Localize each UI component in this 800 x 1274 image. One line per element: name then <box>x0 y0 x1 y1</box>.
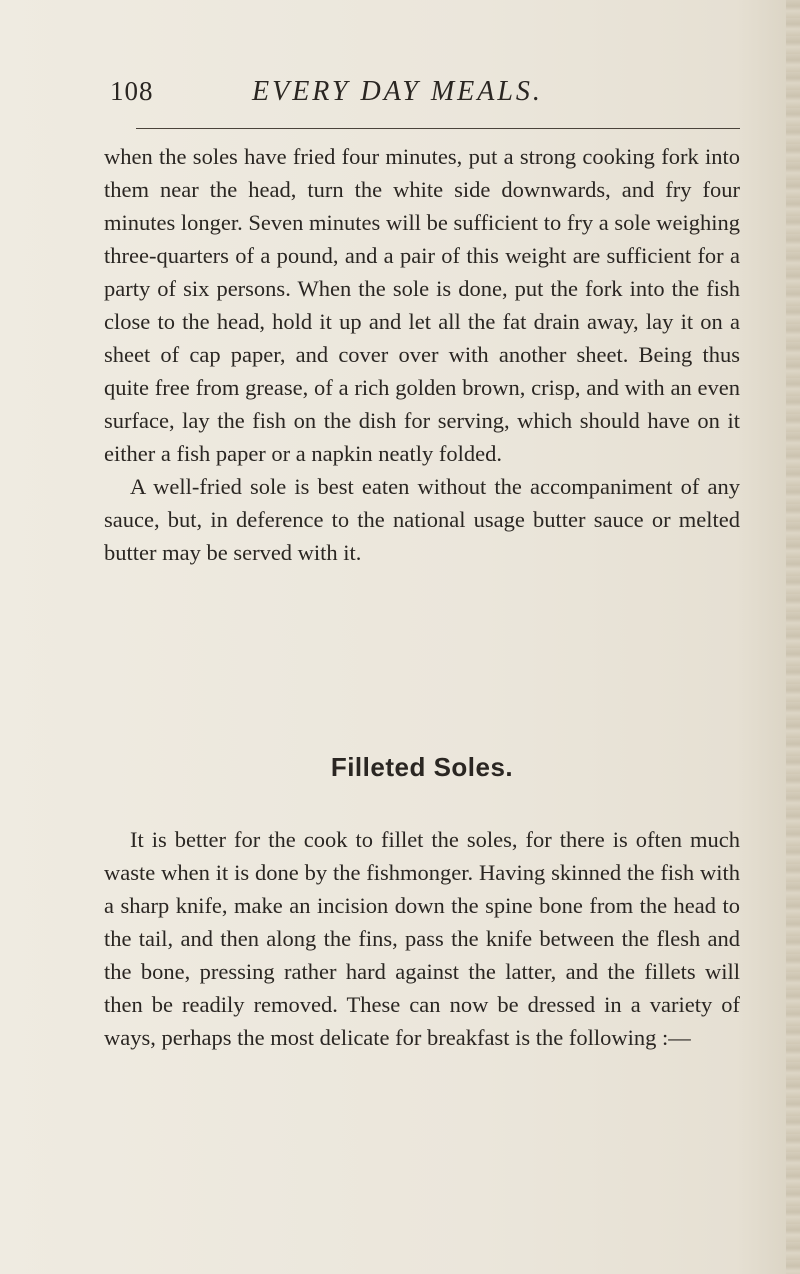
section-heading: Filleted Soles. <box>330 752 514 782</box>
text-block-top <box>104 140 740 569</box>
paragraph: It is better for the cook to fillet the soles, for there is often much waste when it is done by the fishmonger. Having skinned the fish with a sharp knife, make an incision down the spine bone from the head to the tail, and then along the fins, pass the knife between the flesh and the bone, pressing rather hard against the latter, and the fillets will then be readily removed. These can now be dressed in a variety of ways, perhaps the most delicate for breakfast is the following :— <box>104 827 740 1050</box>
running-title: EVERY DAY MEALS. <box>252 76 543 107</box>
paragraph: when the soles have fried four minutes, put a strong cooking fork into them near the head, turn the white side downwards, and fry four minutes longer. Seven minutes will be sufficient to fry a sole weighing three-quarters of a pound, and a pair of this weight are sufficient for a party of six persons. When the sole is done, put the fork into the fish close to the head, hold it up and let all the fat drain away, lay it on a sheet of cap paper, and cover over with another sheet. Being thus quite free from grease, of a rich golden brown, crisp, and with an even surface, lay the fish on the dish for serving, which should have on it either a fish paper or a napkin neatly folded. <box>104 144 740 466</box>
page-edge <box>786 0 800 1274</box>
running-header <box>110 76 800 116</box>
header-rule <box>136 128 740 129</box>
page-number: 108 <box>110 76 154 106</box>
paragraph: A well-fried sole is best eaten without the accompaniment of any sauce, but, in deference to the national usage butter sauce or melted butter may be served with it. <box>104 474 740 565</box>
